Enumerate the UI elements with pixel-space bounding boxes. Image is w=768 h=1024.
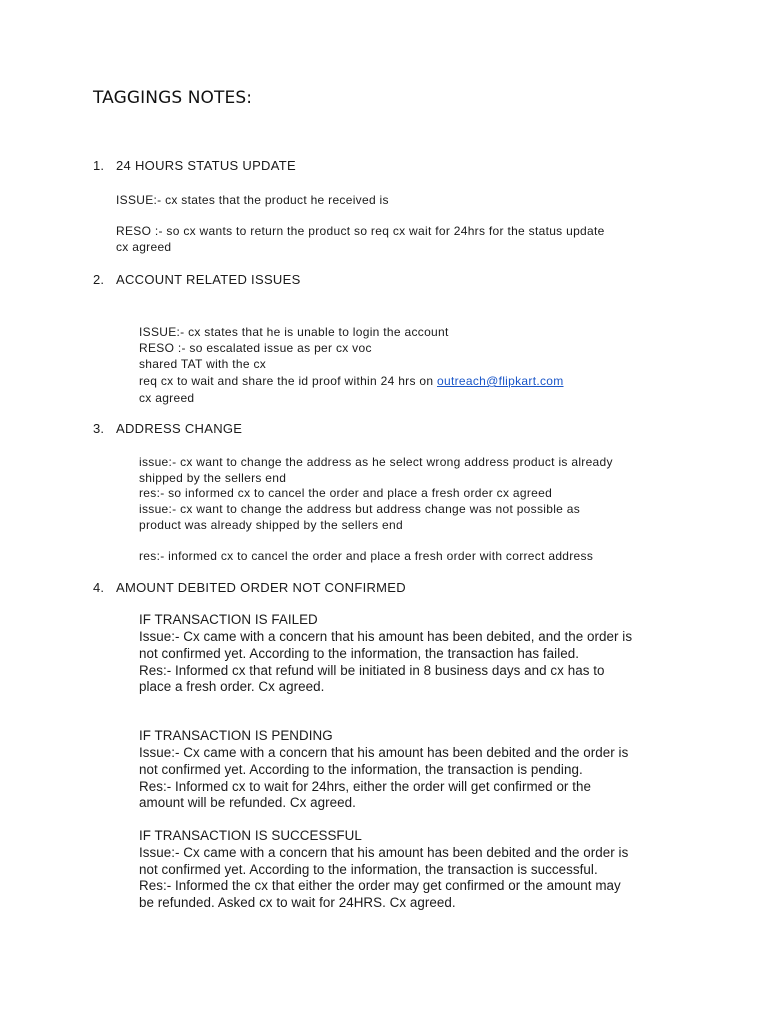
successful-line-3: Res:- Informed the cx that either the order may get confirmed or the amount may bbox=[139, 878, 621, 893]
document-title: TAGGINGS NOTES: bbox=[93, 88, 253, 108]
pending-line-4: amount will be refunded. Cx agreed. bbox=[139, 795, 356, 810]
failed-line-1: Issue:- Cx came with a concern that his amount has been debited, and the order is bbox=[139, 629, 633, 644]
section-2-request bbox=[139, 373, 564, 389]
pending-heading: IF TRANSACTION IS PENDING bbox=[139, 728, 333, 743]
section-1-heading: 24 HOURS STATUS UPDATE bbox=[116, 158, 296, 173]
section-2-tat: shared TAT with the cx bbox=[139, 357, 267, 371]
section-2-request-text: req cx to wait and share the id proof within 24 hrs on bbox=[139, 374, 434, 388]
section-1-number: 1. bbox=[93, 158, 105, 173]
section-3-line-5: product was already shipped by the sellers end bbox=[139, 518, 403, 532]
outreach-email-link[interactable]: outreach@flipkart.com bbox=[437, 374, 564, 388]
section-4-number: 4. bbox=[93, 580, 105, 595]
section-3-heading: ADDRESS CHANGE bbox=[116, 421, 243, 436]
failed-line-2: not confirmed yet. According to the information, the transaction has failed. bbox=[139, 646, 579, 661]
pending-line-2: not confirmed yet. According to the information, the transaction is pending. bbox=[139, 762, 583, 777]
failed-line-4: place a fresh order. Cx agreed. bbox=[139, 679, 325, 694]
section-3-line-1: issue:- cx want to change the address as he select wrong address product is already bbox=[139, 455, 613, 469]
section-3-line-3: res:- so informed cx to cancel the order and place a fresh order cx agreed bbox=[139, 486, 553, 500]
section-1-issue: ISSUE:- cx states that the product he received is bbox=[116, 193, 389, 207]
section-4-heading: AMOUNT DEBITED ORDER NOT CONFIRMED bbox=[116, 580, 406, 595]
section-1-agreed: cx agreed bbox=[116, 240, 172, 254]
successful-heading: IF TRANSACTION IS SUCCESSFUL bbox=[139, 828, 362, 843]
failed-heading: IF TRANSACTION IS FAILED bbox=[139, 612, 318, 627]
section-2-agreed: cx agreed bbox=[139, 391, 195, 405]
section-1-reso: RESO :- so cx wants to return the product so req cx wait for 24hrs for the status update bbox=[116, 224, 605, 238]
successful-line-2: not confirmed yet. According to the information, the transaction is successful. bbox=[139, 862, 598, 877]
section-2-reso: RESO :- so escalated issue as per cx voc bbox=[139, 341, 372, 355]
section-3-line-6: res:- informed cx to cancel the order and place a fresh order with correct address bbox=[139, 549, 594, 563]
failed-line-3: Res:- Informed cx that refund will be initiated in 8 business days and cx has to bbox=[139, 663, 605, 678]
successful-line-4: be refunded. Asked cx to wait for 24HRS. Cx agreed. bbox=[139, 895, 456, 910]
section-2-issue: ISSUE:- cx states that he is unable to login the account bbox=[139, 325, 449, 339]
successful-line-1: Issue:- Cx came with a concern that his amount has been debited and the order is bbox=[139, 845, 629, 860]
pending-line-1: Issue:- Cx came with a concern that his amount has been debited and the order is bbox=[139, 745, 629, 760]
section-3-line-4: issue:- cx want to change the address but address change was not possible as bbox=[139, 502, 581, 516]
pending-line-3: Res:- Informed cx to wait for 24hrs, either the order will get confirmed or the bbox=[139, 779, 591, 794]
section-2-heading: ACCOUNT RELATED ISSUES bbox=[116, 272, 301, 287]
section-3-number: 3. bbox=[93, 421, 105, 436]
section-2-number: 2. bbox=[93, 272, 105, 287]
section-3-line-2: shipped by the sellers end bbox=[139, 471, 287, 485]
